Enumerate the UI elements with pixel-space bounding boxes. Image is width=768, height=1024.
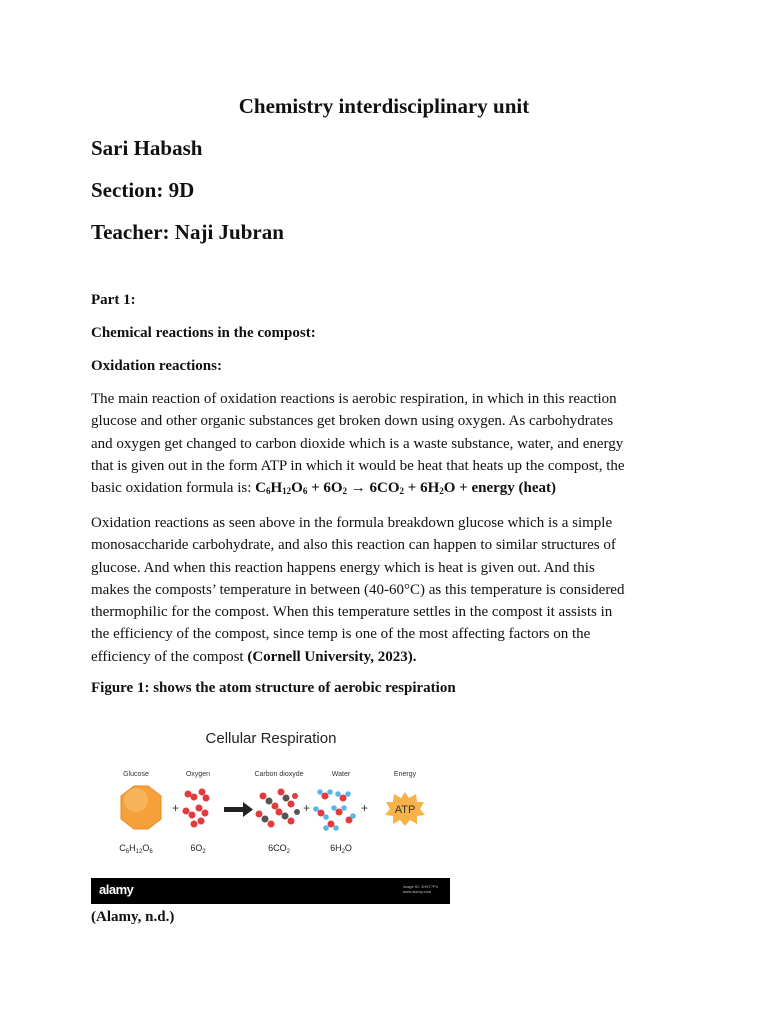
paragraph-line: efficiency of the compost (Cornell University, 2023). [91,648,417,665]
paragraph-line: makes the composts’ temperature in between (40-60°C) as this temperature is considered [91,581,625,598]
paragraph-line: glucose. And when this reaction happens energy which is heat is given out. And this [91,559,595,576]
paragraph-line: monosaccharide carbohydrate, and also this reaction can happen to similar structures of [91,537,616,554]
plus-sign-icon: + [172,801,180,815]
paragraph-line: glucose and other organic substances get broken down using oxygen. As carbohydrates [91,413,614,430]
document-title: Chemistry interdisciplinary unit [238,94,530,118]
label-energy: Energy [393,771,417,778]
paragraph-line: The main reaction of oxidation reactions is aerobic respiration, in which in this reaction [91,391,617,407]
paragraph-line: the efficiency of the compost, since temp is one of the most affecting factors on the [91,626,591,643]
watermark-bar [91,878,450,904]
alamy-logo: alamy [99,882,134,897]
paragraph-oxidation-details [91,512,691,668]
water-molecules-icon [313,789,356,831]
paragraph-line: thermophilic for the compost. When this temperature settles in the compost it assists in [91,604,613,621]
plus-sign-icon: + [303,801,311,815]
subheading-oxidation-reactions: Oxidation reactions: [91,358,222,374]
teacher-line: Teacher: Naji Jubran [91,220,284,244]
formula-oxygen: $6O_2$ [190,843,206,855]
paragraph-oxidation-intro [91,388,691,499]
formula-water: $6H_2O$ [330,843,352,855]
reaction-arrow-icon [224,802,253,817]
respiration-formula: $C_6H_{12}O_6 + 6O_2 \to 6CO_2 + 6H_2O$ + energy (heat) [255,480,557,497]
atp-label: ATP [394,804,416,816]
paragraph-line: Oxidation reactions as seen above in the formula breakdown glucose which is a simple [91,515,613,531]
formula-prefix: basic oxidation formula is: [91,480,252,497]
citation-cornell: (Cornell University, 2023). [247,648,417,665]
plus-sign-icon: + [361,801,369,815]
paragraph-line: that is given out in the form ATP in which it would be heat that heats up the compost, the [91,457,625,474]
paragraph-line: and oxygen get changed to carbon dioxide which is a waste substance, water, and energy [91,435,624,452]
formula-glucose: $C_6H_{12}O_6$ [119,843,153,855]
paragraph-line-formula [91,477,691,499]
label-water: Water [331,771,351,778]
label-carbon-dioxide: Carbon dioxyde [254,771,304,778]
subheading-chemical-reactions: Chemical reactions in the compost: [91,325,316,341]
glucose-highlight-icon [124,788,148,812]
figure-caption: Figure 1: shows the atom structure of aerobic respiration [91,680,456,696]
image-id-text: Image ID: 2H5T7P4 www.alamy.com [402,884,438,894]
source-citation: (Alamy, n.d.) [91,909,175,925]
carbon-dioxide-molecules-icon [256,789,301,828]
formula-carbon-dioxide: $6CO_2$ [268,843,290,855]
section-line: Section: 9D [91,178,195,202]
cellular-respiration-figure [91,716,451,904]
oxygen-molecules-icon [183,789,210,828]
part-heading: Part 1: [91,292,136,308]
label-oxygen: Oxygen [185,771,211,778]
label-glucose: Glucose [123,771,149,778]
figure-title: Cellular Respiration [205,730,337,747]
student-name: Sari Habash [91,136,203,160]
